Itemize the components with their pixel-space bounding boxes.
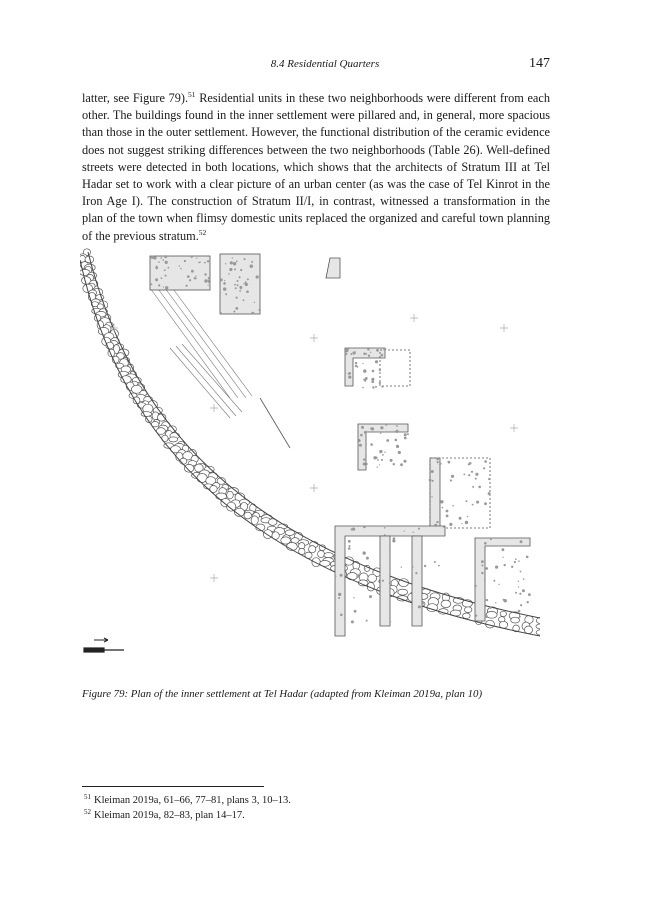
wall-stone xyxy=(244,512,252,519)
rubble-dot xyxy=(236,261,238,263)
rubble-dot xyxy=(404,460,407,463)
rubble-dot xyxy=(404,433,407,436)
rubble-dot xyxy=(375,386,377,388)
rubble-dot xyxy=(450,479,452,481)
rubble-dot xyxy=(208,280,211,283)
rubble-dot xyxy=(365,568,366,569)
rubble-dot xyxy=(345,353,348,356)
rubble-dot xyxy=(392,539,395,542)
wall-stone xyxy=(500,611,506,616)
rubble-dot xyxy=(372,370,375,373)
rubble-dot xyxy=(229,268,232,271)
rubble-dot xyxy=(353,597,354,598)
rubble-dot xyxy=(196,258,197,259)
rubble-dot xyxy=(495,602,496,603)
rubble-dot xyxy=(518,581,519,582)
rubble-dot xyxy=(520,571,522,573)
rubble-dot xyxy=(404,531,405,532)
rubble-dot xyxy=(424,565,426,567)
wall-stone xyxy=(511,617,520,623)
rubble-dot xyxy=(372,386,374,388)
rubble-dot xyxy=(452,505,454,507)
rubble-dot xyxy=(179,265,180,266)
rubble-dot xyxy=(472,504,474,506)
rubble-dot xyxy=(363,525,366,528)
rubble-dot xyxy=(484,460,487,463)
rubble-dot xyxy=(384,534,386,536)
running-head xyxy=(0,58,650,76)
building-walls xyxy=(150,254,530,636)
rubble-dot xyxy=(204,262,206,264)
rubble-dot xyxy=(478,486,481,489)
wall-stone xyxy=(536,630,540,635)
footnote-text: Kleiman 2019a, 61–66, 77–81, plans 3, 10–13. xyxy=(94,795,291,806)
rubble-dot xyxy=(369,595,372,598)
wall-outline xyxy=(80,252,540,636)
rubble-dot xyxy=(362,363,363,364)
rubble-dot xyxy=(384,452,385,453)
rubble-dot xyxy=(348,547,351,550)
rubble-dot xyxy=(434,524,437,527)
rubble-dot xyxy=(161,277,163,279)
rubble-dot xyxy=(459,517,462,520)
rubble-dot xyxy=(413,532,414,533)
rubble-dot xyxy=(158,284,160,286)
rubble-dot xyxy=(363,463,366,466)
rubble-dot xyxy=(449,523,452,526)
rubble-dot xyxy=(382,454,384,456)
rubble-dot xyxy=(348,372,351,375)
rubble-dot xyxy=(151,283,153,285)
rubble-dot xyxy=(224,280,225,281)
rubble-dot xyxy=(471,471,473,473)
rubble-dot xyxy=(363,369,366,372)
rubble-dot xyxy=(235,287,237,289)
footnote-text: Kleiman 2019a, 82–83, plan 14–17. xyxy=(94,810,245,821)
footnote-number: 52 xyxy=(84,808,91,816)
wall-stone xyxy=(463,613,471,619)
rubble-dot xyxy=(348,376,351,379)
rubble-dot xyxy=(396,445,399,448)
rubble-dot xyxy=(463,474,465,476)
rubble-dot xyxy=(498,584,499,585)
rubble-dot xyxy=(379,450,382,453)
rubble-dot xyxy=(208,277,211,280)
rubble-dot xyxy=(469,462,472,465)
rubble-dot xyxy=(407,433,409,435)
rubble-dot xyxy=(191,270,194,273)
rubble-dot xyxy=(380,426,383,429)
rubble-dot xyxy=(365,377,368,380)
body-text-start: latter, see Figure 79). xyxy=(82,91,189,105)
rubble-dot xyxy=(389,547,391,549)
rubble-dot xyxy=(370,427,372,429)
rubble-dot xyxy=(225,263,226,264)
rubble-dot xyxy=(518,560,520,562)
page-number: 147 xyxy=(529,56,550,71)
rubble-dot xyxy=(195,278,196,279)
rubble-dot xyxy=(365,380,367,382)
rubble-dot xyxy=(254,302,255,303)
rubble-dot xyxy=(520,540,523,543)
rubble-dot xyxy=(379,382,381,384)
rubble-dot xyxy=(233,311,235,313)
rubble-dot xyxy=(168,267,170,269)
rubble-dot xyxy=(375,457,377,459)
rubble-dot xyxy=(379,464,380,465)
rubble-dot xyxy=(340,614,343,617)
rubble-dot xyxy=(481,572,483,574)
rubble-dot xyxy=(528,593,531,596)
wall-stone xyxy=(441,600,451,608)
rubble-dot xyxy=(429,479,432,482)
rubble-dot xyxy=(352,364,353,365)
rubble-dot xyxy=(515,592,517,594)
rubble-dot xyxy=(345,349,348,352)
rubble-dot xyxy=(381,386,383,388)
wall-stone xyxy=(524,626,532,634)
rubble-dot xyxy=(379,369,381,371)
rubble-dot xyxy=(486,599,488,601)
rubble-dot xyxy=(351,620,354,623)
rubble-dot xyxy=(239,276,241,278)
rubble-dot xyxy=(186,285,188,287)
rubble-dot xyxy=(355,362,357,364)
wall-stone xyxy=(169,437,178,442)
rubble-dot xyxy=(398,451,401,454)
rubble-dot xyxy=(366,557,369,560)
rubble-dot xyxy=(493,580,495,582)
rubble-dot xyxy=(436,457,439,460)
rubble-dot xyxy=(158,261,160,263)
rubble-dot xyxy=(355,347,357,349)
rubble-dot xyxy=(232,257,233,258)
rubble-dot xyxy=(475,478,477,480)
rubble-dot xyxy=(207,260,209,262)
rubble-dot xyxy=(355,351,356,352)
rubble-dot xyxy=(189,279,191,281)
rubble-dot xyxy=(451,475,454,478)
rubble-dot xyxy=(421,602,424,605)
rubble-dot xyxy=(475,473,478,476)
rubble-dot xyxy=(366,620,368,622)
rubble-dot xyxy=(484,579,485,580)
footnote-52 xyxy=(82,808,552,823)
rubble-dot xyxy=(349,545,351,547)
rubble-dot xyxy=(338,593,341,596)
rubble-dot xyxy=(199,261,201,263)
rubble-dot xyxy=(256,275,259,278)
wall-stone xyxy=(318,551,325,558)
rubble-dot xyxy=(187,275,190,278)
city-wall-stones xyxy=(80,249,540,635)
rubble-dot xyxy=(377,466,378,467)
rubble-dot xyxy=(234,268,236,270)
footnote-number: 51 xyxy=(84,793,91,801)
wall-stone xyxy=(312,558,320,567)
rubble-dot xyxy=(164,269,166,271)
rubble-dot xyxy=(184,260,186,262)
rubble-dot xyxy=(153,256,156,259)
wall-stone xyxy=(398,589,408,595)
rubble-dot xyxy=(364,431,367,434)
footnote-ref-51[interactable]: 51 xyxy=(188,90,196,99)
wall-stone xyxy=(324,553,333,558)
rubble-dot xyxy=(440,463,442,465)
rubble-dot xyxy=(352,528,355,531)
rubble-dot xyxy=(385,424,387,426)
rubble-dot xyxy=(160,257,162,259)
rubble-dot xyxy=(503,599,505,601)
rubble-dot xyxy=(436,521,438,523)
rubble-dot xyxy=(228,273,230,275)
rubble-dot xyxy=(244,258,246,260)
rubble-dot xyxy=(358,440,360,442)
rubble-dot xyxy=(393,463,395,465)
rubble-dot xyxy=(400,463,403,466)
rubble-dot xyxy=(395,430,398,433)
rubble-dot xyxy=(155,278,158,281)
rubble-dot xyxy=(363,458,365,460)
rubble-dot xyxy=(502,548,505,551)
rubble-dot xyxy=(515,558,517,560)
rubble-dot xyxy=(165,275,167,277)
rubble-dot xyxy=(370,443,373,446)
rubble-dot xyxy=(363,353,366,356)
rubble-dot xyxy=(208,285,209,286)
rubble-dot xyxy=(348,540,351,543)
rubble-dot xyxy=(431,496,432,497)
rubble-dot xyxy=(390,459,393,462)
site-plan-figure xyxy=(80,248,540,668)
rubble-dot xyxy=(485,615,488,618)
rubble-dot xyxy=(446,510,449,513)
rubble-dot xyxy=(251,261,253,263)
rubble-dot xyxy=(475,615,477,617)
rubble-dot xyxy=(165,286,168,289)
rubble-dot xyxy=(371,380,374,383)
rubble-dot xyxy=(504,564,506,566)
rubble-dot xyxy=(502,557,503,558)
rubble-dot xyxy=(484,502,487,505)
rubble-dot xyxy=(180,268,182,270)
rubble-dot xyxy=(245,283,248,286)
rubble-dot xyxy=(466,500,468,502)
rubble-dot xyxy=(384,527,386,529)
rubble-dot xyxy=(526,556,529,559)
rubble-dot xyxy=(472,486,474,488)
rubble-dot xyxy=(507,537,509,539)
rubble-dot xyxy=(363,551,366,554)
rubble-dot xyxy=(204,273,206,275)
rubble-dot xyxy=(239,290,241,292)
rubble-dot xyxy=(390,621,392,623)
rubble-dot xyxy=(481,564,483,566)
rubble-dot xyxy=(418,528,420,530)
rubble-dot xyxy=(356,575,359,578)
rubble-dot xyxy=(404,437,407,440)
rubble-dot xyxy=(375,360,378,363)
rubble-dot xyxy=(245,281,247,283)
rubble-dot xyxy=(163,286,164,287)
rubble-dot xyxy=(476,501,479,504)
rubble-dot xyxy=(243,299,245,301)
rubble-dot xyxy=(519,593,521,595)
footnote-51 xyxy=(82,793,552,808)
rubble-dot xyxy=(164,255,167,258)
rubble-dot xyxy=(223,287,226,290)
rubble-dot xyxy=(236,297,238,299)
rubble-dot xyxy=(518,586,519,587)
rubble-dot xyxy=(443,526,445,528)
rubble-dot xyxy=(468,474,470,476)
rubble-dot xyxy=(495,566,498,569)
rubble-dot xyxy=(488,492,491,495)
rubble-dot xyxy=(366,463,368,465)
rubble-dot xyxy=(357,366,359,368)
rubble-dot xyxy=(191,256,193,258)
rubble-dot xyxy=(350,353,352,355)
rubble-dot xyxy=(396,425,398,427)
rubble-dot xyxy=(247,278,249,280)
rubble-dot xyxy=(382,580,384,582)
rubble-dot xyxy=(259,309,261,311)
rubble-dot xyxy=(527,601,529,603)
scale-bar xyxy=(84,638,124,652)
rubble-dot xyxy=(376,349,379,352)
rubble-dot xyxy=(418,605,421,608)
wall-stone xyxy=(536,624,540,629)
rubble-dot xyxy=(488,478,490,480)
rubble-dot xyxy=(344,372,346,374)
rubble-dot xyxy=(395,439,398,442)
rubble-dot xyxy=(431,470,434,473)
rubble-dot xyxy=(230,261,233,264)
rubble-dot xyxy=(474,585,477,588)
rubble-dot xyxy=(237,280,239,282)
rubble-dot xyxy=(250,265,253,268)
rubble-dot xyxy=(340,574,343,577)
rubble-dot xyxy=(389,582,391,584)
rubble-dot xyxy=(165,261,168,264)
rubble-dot xyxy=(386,439,389,442)
rubble-dot xyxy=(162,259,164,261)
rubble-dot xyxy=(401,566,402,567)
rubble-dot xyxy=(484,542,487,545)
rubble-dot xyxy=(354,610,357,613)
rubble-dot xyxy=(338,597,340,599)
rubble-dot xyxy=(365,451,366,452)
rubble-dot xyxy=(359,444,362,447)
wall-stone xyxy=(227,491,234,499)
rubble-dot xyxy=(360,434,363,437)
wall-stone xyxy=(465,607,472,613)
rubble-dot xyxy=(234,284,236,286)
rubble-dot xyxy=(251,312,254,315)
footnote-divider xyxy=(82,786,264,787)
rubble-dot xyxy=(233,262,236,265)
rubble-dot xyxy=(520,604,522,606)
rubble-dot xyxy=(366,443,368,445)
rubble-dot xyxy=(483,467,485,469)
rubble-dot xyxy=(235,307,238,310)
wall-stone xyxy=(251,516,258,525)
body-paragraph xyxy=(82,90,550,245)
rubble-dot xyxy=(490,539,492,541)
rubble-dot xyxy=(383,348,386,351)
rubble-dot xyxy=(486,567,489,570)
site-plan-drawing xyxy=(80,248,540,668)
rubble-dot xyxy=(173,255,175,257)
rubble-dot xyxy=(223,282,226,285)
wall-stone xyxy=(368,574,377,582)
rubble-dot xyxy=(489,607,491,609)
rubble-dot xyxy=(465,521,468,524)
rubble-dot xyxy=(520,616,521,617)
running-title: 8.4 Residential Quarters xyxy=(270,58,380,70)
rubble-dot xyxy=(467,516,468,517)
rubble-dot xyxy=(514,561,516,563)
rubble-dot xyxy=(381,459,383,461)
rubble-dot xyxy=(432,480,434,482)
rubble-dot xyxy=(481,560,484,563)
rubble-dot xyxy=(523,578,525,580)
rubble-dot xyxy=(155,266,158,269)
rubble-dot xyxy=(438,565,440,567)
rubble-dot xyxy=(381,354,384,357)
rubble-dot xyxy=(195,276,196,277)
rubble-dot xyxy=(446,515,449,518)
rubble-dot xyxy=(220,312,222,314)
rubble-dot xyxy=(448,461,451,464)
rubble-dot xyxy=(335,576,337,578)
rubble-dot xyxy=(440,500,443,503)
rubble-dot xyxy=(240,269,242,271)
rubble-dot xyxy=(442,507,444,509)
rubble-dot xyxy=(412,566,414,568)
figure-caption: Figure 79: Plan of the inner settlement at Tel Hadar (adapted from Kleiman 2019a, plan 10) xyxy=(82,688,483,700)
wall-stone xyxy=(309,546,316,553)
rubble-dot xyxy=(434,561,436,563)
rubble-dot xyxy=(243,283,244,284)
wall-stone xyxy=(486,611,497,618)
rubble-dot xyxy=(437,461,439,463)
rubble-dot xyxy=(518,610,521,613)
body-text-main: Residential units in these two neighborhoods were different from each other. The buildings found in the inner settlement were pillared and, in general, more spacious than those in the outer settlement. However, the functional distribution of the ceramic evidence does not suggest striking differences between the two neighborhoods (Table 26). Well-defined streets were detected in both locations, which shows that the architects of Stratum III at Tel Hadar set to work with a clear picture of an urban center (as was the case of Tel Kinrot in the Iron Age I). The construction of Stratum II/I, in contrast, witnessed a transformation in the plan of the town when flimsy domestic units replaced the organized and careful town planning of the previous stratum. xyxy=(82,91,550,243)
rubble-dot xyxy=(367,348,369,350)
rubble-dot xyxy=(368,355,370,357)
rubble-dot xyxy=(362,387,364,389)
rubble-dot xyxy=(511,566,513,568)
rubble-dot xyxy=(415,572,417,574)
rubble-dot xyxy=(240,288,241,289)
rubble-dot xyxy=(225,293,227,295)
rubble-dot xyxy=(522,589,525,592)
rubble-dot xyxy=(370,352,371,353)
rubble-dot xyxy=(204,279,207,282)
rubble-dot xyxy=(461,523,462,524)
rubble-dot xyxy=(237,284,239,286)
footnote-ref-52[interactable]: 52 xyxy=(198,227,207,237)
rubble-dot xyxy=(380,433,381,434)
rubble-dot xyxy=(219,278,221,280)
footnotes xyxy=(82,793,552,823)
rubble-dot xyxy=(246,290,249,293)
rubble-dot xyxy=(361,426,364,429)
rubble-dot xyxy=(377,459,379,461)
